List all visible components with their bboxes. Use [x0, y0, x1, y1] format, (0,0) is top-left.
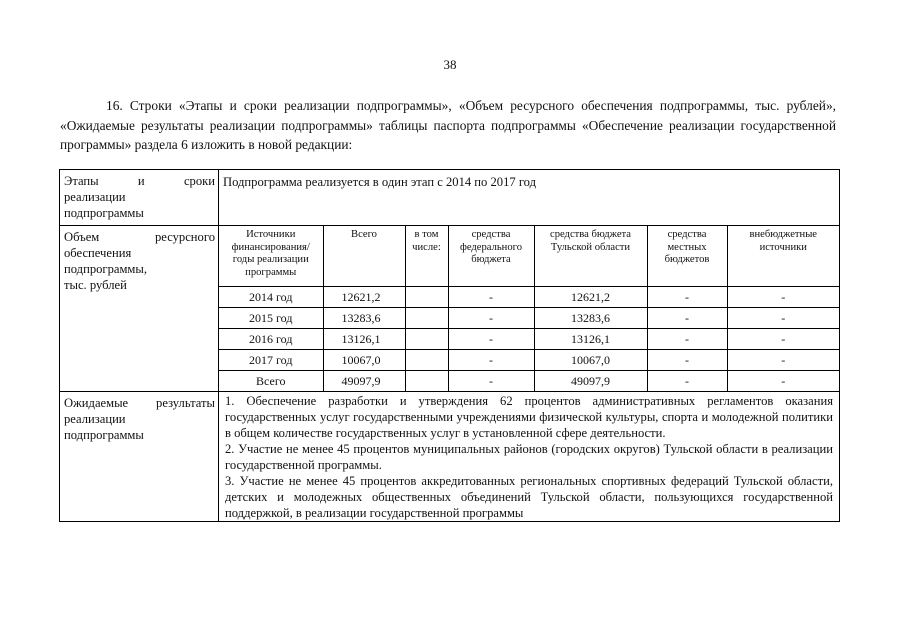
result-item: 2. Участие не менее 45 процентов муниципальных районов (городских округов) Тульской области в реализации государственной программы. — [225, 442, 833, 472]
label-line: обеспечения — [64, 246, 132, 260]
passport-table — [59, 169, 840, 522]
row-volume-label — [60, 226, 219, 391]
label-line: реализации — [64, 190, 126, 204]
label-line: подпрограммы — [64, 428, 144, 442]
local-cell: - — [647, 371, 727, 392]
incl-cell — [405, 329, 448, 350]
header-cell: средства бюджета Тульской области — [534, 226, 647, 287]
label-line: Этапы и сроки — [64, 174, 215, 188]
local-cell: - — [647, 308, 727, 329]
row-results — [60, 391, 839, 521]
year-cell: 2016 год — [219, 329, 323, 350]
table-row — [219, 329, 839, 350]
label-line: подпрограммы — [64, 206, 144, 220]
header-cell: внебюджетные источники — [727, 226, 839, 287]
local-cell: - — [647, 329, 727, 350]
year-cell: Всего — [219, 371, 323, 392]
row-stages-label — [60, 170, 219, 225]
row-stages — [60, 170, 839, 225]
row-volume — [60, 225, 839, 391]
extrabudget-cell: - — [727, 329, 839, 350]
label-line: тыс. рублей — [64, 278, 127, 292]
total-cell: 13126,1 — [323, 329, 405, 350]
header-cell: средства федерального бюджета — [448, 226, 534, 287]
federal-cell: - — [448, 371, 534, 392]
result-item: 1. Обеспечение разработки и утверждения 62 процентов административных регламентов оказания государственных услуг государственными учреждениями физической культуры, спорта и молодежной политики в общем количестве государственных услуг в установленной сфере деятельности. — [225, 394, 833, 440]
table-row — [219, 371, 839, 392]
label-line: Ожидаемые результаты — [64, 396, 215, 410]
row-results-text — [219, 392, 839, 521]
federal-cell: - — [448, 329, 534, 350]
incl-cell — [405, 308, 448, 329]
regional-cell: 10067,0 — [534, 350, 647, 371]
regional-cell: 12621,2 — [534, 287, 647, 308]
row-stages-text: Подпрограмма реализуется в один этап с 2014 по 2017 год — [223, 175, 537, 189]
year-cell: 2017 год — [219, 350, 323, 371]
total-cell: 12621,2 — [323, 287, 405, 308]
intro-paragraph: 16. Строки «Этапы и сроки реализации подпрограммы», «Объем ресурсного обеспечения подпрограммы, тыс. рублей», «Ожидаемые результаты реализации подпрограммы» таблицы паспорта подпрограммы «Обеспечение реализации государственной программы» раздела 6 изложить в новой редакции: — [60, 98, 836, 152]
total-cell: 10067,0 — [323, 350, 405, 371]
table-row — [219, 350, 839, 371]
extrabudget-cell: - — [727, 287, 839, 308]
result-item: 3. Участие не менее 45 процентов аккредитованных региональных спортивных федераций Тульской области, детских и молодежных общественных объединений Тульской области, пользующихся государственной поддержкой, в реализации государственной программы — [225, 474, 833, 520]
extrabudget-cell: - — [727, 371, 839, 392]
funding-table-wrap — [219, 226, 839, 391]
header-cell: средства местных бюджетов — [647, 226, 727, 287]
total-cell: 13283,6 — [323, 308, 405, 329]
extrabudget-cell: - — [727, 308, 839, 329]
incl-cell — [405, 371, 448, 392]
federal-cell: - — [448, 308, 534, 329]
header-cell: Всего — [323, 226, 405, 287]
header-cell: Источники финансирования/ годы реализации программы — [219, 226, 323, 287]
total-cell: 49097,9 — [323, 371, 405, 392]
incl-cell — [405, 287, 448, 308]
row-results-label — [60, 392, 219, 521]
regional-cell: 49097,9 — [534, 371, 647, 392]
table-row — [219, 308, 839, 329]
federal-cell: - — [448, 350, 534, 371]
year-cell: 2015 год — [219, 308, 323, 329]
year-cell: 2014 год — [219, 287, 323, 308]
label-line: Объем ресурсного — [64, 230, 215, 244]
regional-cell: 13283,6 — [534, 308, 647, 329]
regional-cell: 13126,1 — [534, 329, 647, 350]
incl-cell — [405, 350, 448, 371]
local-cell: - — [647, 350, 727, 371]
federal-cell: - — [448, 287, 534, 308]
funding-header-row — [219, 226, 839, 287]
funding-table — [219, 226, 839, 391]
label-line: реализации — [64, 412, 126, 426]
header-cell: в том числе: — [405, 226, 448, 287]
label-line: подпрограммы, — [64, 262, 148, 276]
extrabudget-cell: - — [727, 350, 839, 371]
local-cell: - — [647, 287, 727, 308]
table-row — [219, 287, 839, 308]
page-number: 38 — [443, 57, 457, 72]
